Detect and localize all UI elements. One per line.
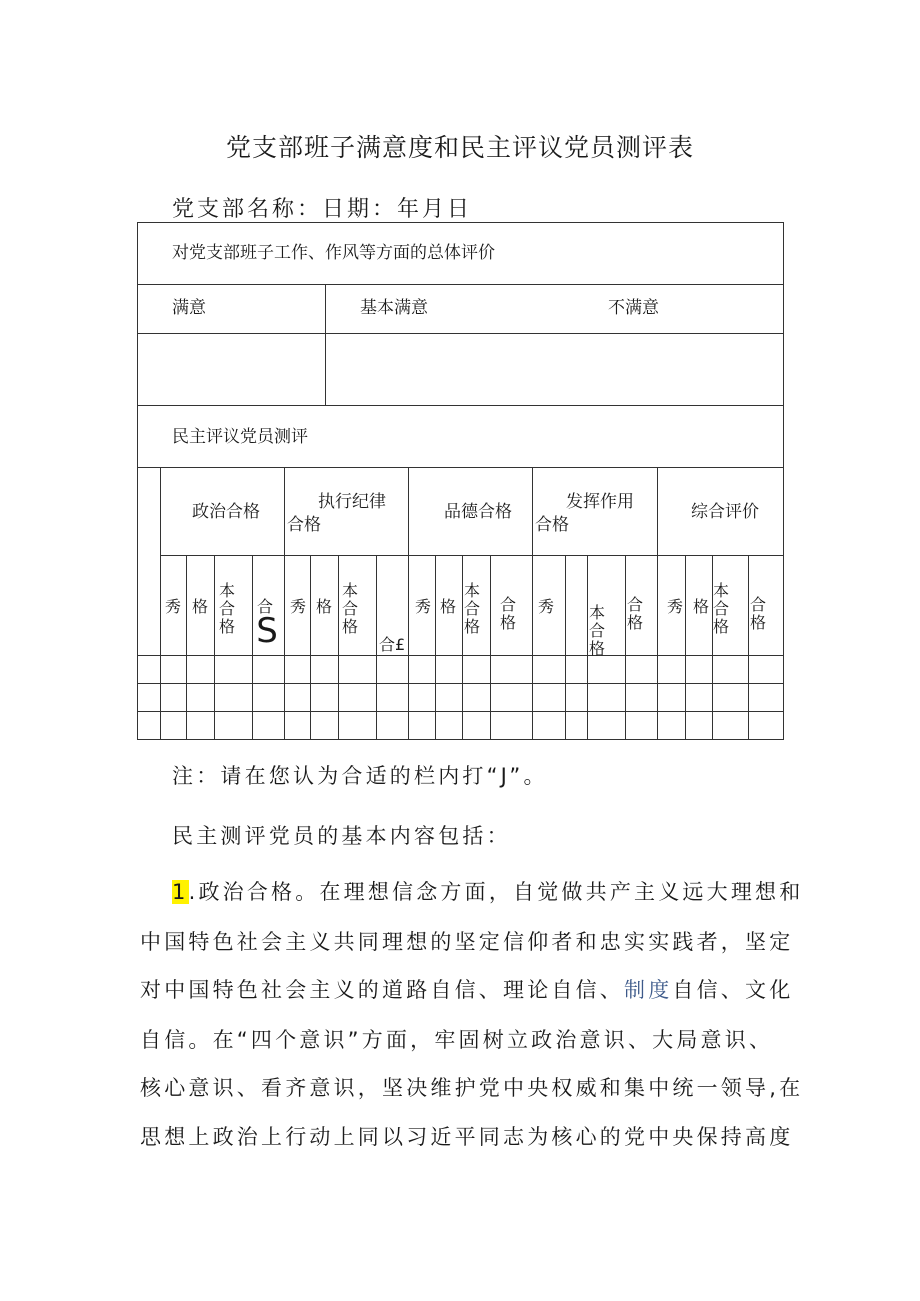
sub-xiu: 秀 <box>666 597 683 616</box>
note-text: 注：请在您认为合适的栏内打“J”。 <box>172 764 548 788</box>
sub-ge: 格 <box>439 597 456 616</box>
party-member-eval-heading: 民主评议党员测评 <box>172 427 308 447</box>
group-discipline-line2: 合格 <box>287 515 321 535</box>
sub-xiu: 秀 <box>414 597 431 616</box>
sub-qualified: 合格 <box>626 595 643 632</box>
checkbox-cell-satisfied[interactable] <box>138 334 325 405</box>
sub-xiu: 秀 <box>537 597 554 616</box>
sub-qualified: 合格 <box>499 595 516 632</box>
sub-ge: 格 <box>692 597 709 616</box>
paragraph-line: 1.政治合格。在理想信念方面，自觉做共产主义远大理想和 <box>172 880 804 904</box>
sub-he-pound: 合£ <box>379 635 406 654</box>
sub-s-mark: S <box>256 611 278 651</box>
group-discipline: 执行纪律 <box>318 492 386 512</box>
group-overall: 综合评价 <box>691 502 759 522</box>
sub-qualified: 合格 <box>749 595 766 632</box>
checkbox-cell-other[interactable] <box>326 334 783 405</box>
option-unsatisfied: 不满意 <box>608 298 659 318</box>
group-morality: 品德合格 <box>444 502 512 522</box>
group-role: 发挥作用 <box>566 492 634 512</box>
sub-basic-qualified: 本合格 <box>464 581 481 636</box>
intro-text: 民主测评党员的基本内容包括： <box>172 824 511 848</box>
option-satisfied: 满意 <box>172 298 206 318</box>
sub-basic-qualified: 本合格 <box>341 581 358 636</box>
sub-basic-qualified: 本合格 <box>218 581 235 636</box>
paragraph-line: 中国特色社会主义共同理想的坚定信仰者和忠实实践者，坚定 <box>140 930 794 954</box>
branch-date-line: 党支部名称：日期：年月日 <box>172 197 473 222</box>
paragraph-line: 对中国特色社会主义的道路自信、理论自信、制度自信、文化 <box>140 978 794 1002</box>
sub-ge: 格 <box>191 597 208 616</box>
sub-basic-qualified: 本合格 <box>589 603 606 658</box>
group-role-line2: 合格 <box>535 515 569 535</box>
paragraph-line: 思想上政治上行动上同以习近平同志为核心的党中央保持高度 <box>140 1125 794 1149</box>
item-number: 1 <box>172 880 189 904</box>
paragraph-line: 核心意识、看齐意识，坚决维护党中央权威和集中统一领导,在 <box>140 1076 804 1100</box>
option-basically-satisfied: 基本满意 <box>360 298 428 318</box>
sub-xiu: 秀 <box>289 597 306 616</box>
sub-basic-qualified: 本合格 <box>713 581 730 636</box>
link-text[interactable]: 制度 <box>624 978 673 1002</box>
group-political: 政治合格 <box>192 502 260 522</box>
sub-he: 合 <box>256 597 273 616</box>
page-title: 党支部班子满意度和民主评议党员测评表 <box>225 133 694 162</box>
overall-eval-heading: 对党支部班子工作、作风等方面的总体评价 <box>172 243 495 263</box>
sub-ge: 格 <box>315 597 332 616</box>
paragraph-line: 自信。在“四个意识”方面，牢固树立政治意识、大局意识、 <box>140 1028 774 1052</box>
sub-xiu: 秀 <box>164 597 181 616</box>
